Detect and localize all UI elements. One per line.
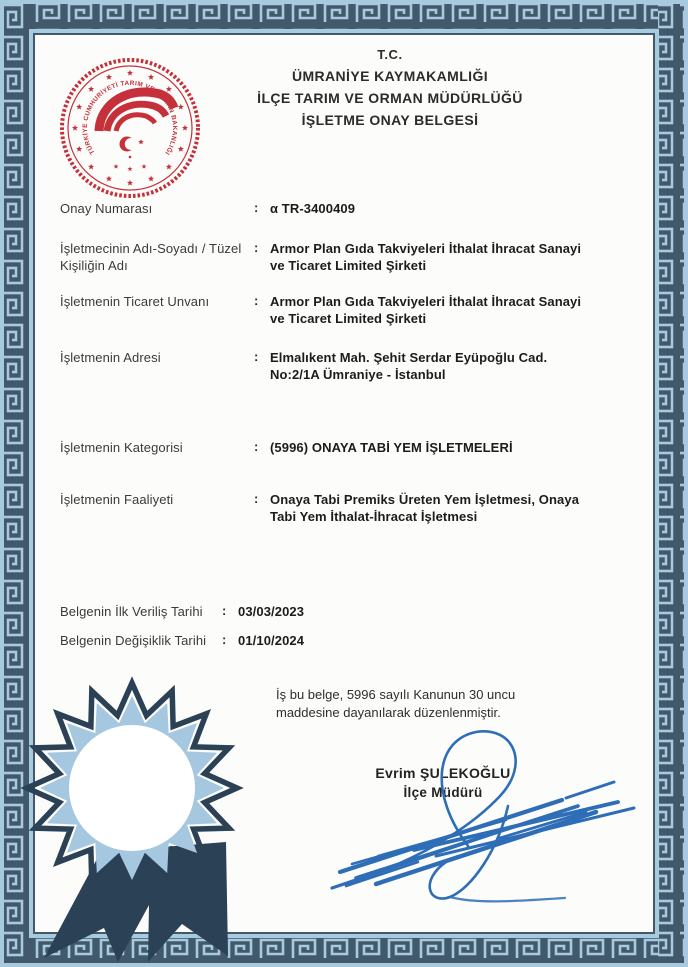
field-colon: :	[222, 603, 227, 618]
header-authority: ÜMRANİYE KAYMAKAMLIĞI	[291, 68, 489, 84]
document-header	[230, 44, 550, 131]
signatory-title: İlçe Müdürü	[403, 785, 483, 800]
field-label: İşletmenin Faaliyeti	[60, 492, 174, 507]
field-colon: :	[222, 632, 227, 647]
seal-fan-emblem	[99, 92, 174, 131]
signatory-name: Evrim ŞULEKOĞLU	[375, 765, 511, 781]
field-label: Belgenin Değişiklik Tarihi	[60, 633, 207, 648]
field-colon: :	[254, 240, 259, 255]
field-value: Elmalıkent Mah. Şehit Serdar Eyüpoğlu Cad. No:2/1A Ümraniye - İstanbul	[270, 350, 548, 382]
legal-note: İş bu belge, 5996 sayılı Kanunun 30 uncu maddesine dayanılarak düzenlenmiştir.	[276, 687, 516, 720]
field-label: İşletmenin Kategorisi	[60, 440, 183, 455]
field-label: İşletmecinin Adı-Soyadı / Tüzel Kişiliğin Adı	[60, 241, 242, 273]
page-title: İŞLETME ONAY BELGESİ	[301, 112, 479, 128]
header-tc: T.C.	[377, 47, 403, 62]
field-label: Onay Numarası	[60, 201, 153, 216]
field-colon: :	[254, 293, 259, 308]
field-label: Belgenin İlk Veriliş Tarihi	[60, 604, 203, 619]
signature-block	[330, 764, 556, 802]
field-value: α TR-3400409	[270, 201, 356, 216]
seal-bottom-stars	[114, 164, 147, 171]
field-value: Armor Plan Gıda Takviyeleri İthalat İhracat Sanayi ve Ticaret Limited Şirketi	[270, 241, 582, 273]
field-colon: :	[254, 349, 259, 364]
field-value: 03/03/2023	[238, 604, 305, 619]
seal-ring-text: TÜRKİYE CUMHURİYETİ TARIM VE ORMAN BAKANLIĞI	[81, 79, 179, 156]
field-value: (5996) ONAYA TABİ YEM İŞLETMELERİ	[270, 440, 513, 455]
field-value: Armor Plan Gıda Takviyeleri İthalat İhracat Sanayi ve Ticaret Limited Şirketi	[270, 294, 582, 326]
field-value: 01/10/2024	[238, 633, 305, 648]
field-colon: :	[254, 439, 259, 454]
ministry-seal	[57, 55, 203, 201]
header-department: İLÇE TARIM VE ORMAN MÜDÜRLÜĞÜ	[257, 90, 523, 106]
field-colon: :	[254, 200, 259, 215]
field-label: İşletmenin Ticaret Unvanı	[60, 294, 210, 309]
seal-crescent-star	[120, 137, 144, 159]
field-colon: :	[254, 491, 259, 506]
field-value: Onaya Tabi Premiks Üreten Yem İşletmesi, Onaya Tabi Yem İthalat-İhracat İşletmesi	[270, 492, 580, 524]
field-label: İşletmenin Adresi	[60, 350, 161, 365]
